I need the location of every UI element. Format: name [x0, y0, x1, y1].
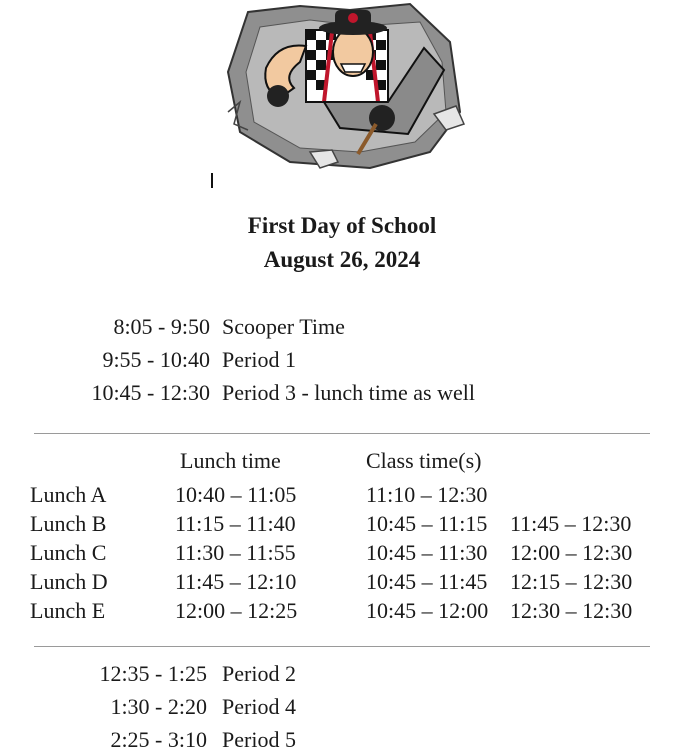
schedule-time: 10:45 - 12:30 [91, 380, 210, 405]
schedule-label: Period 5 [222, 727, 296, 752]
class-time: 11:45 – 12:30 [510, 511, 632, 536]
schedule-label: Period 4 [222, 694, 296, 719]
mascot-logo [220, 2, 466, 174]
schedule-time: 9:55 - 10:40 [102, 347, 210, 372]
schedule-label: Period 2 [222, 661, 296, 686]
lunch-name: Lunch E [30, 598, 106, 623]
schedule-label: Period 1 [222, 347, 296, 372]
lunch-time: 12:00 – 12:25 [175, 598, 298, 623]
lunch-name: Lunch B [30, 511, 107, 536]
lunch-time: 11:15 – 11:40 [175, 511, 296, 536]
lunch-time: 11:30 – 11:55 [175, 540, 296, 565]
class-time: 12:30 – 12:30 [510, 598, 633, 623]
lunch-time-header: Lunch time [180, 448, 281, 473]
class-time: 10:45 – 11:45 [366, 569, 488, 594]
class-time: 10:45 – 12:00 [366, 598, 489, 623]
schedule-time: 1:30 - 2:20 [110, 694, 207, 719]
class-time: 12:15 – 12:30 [510, 569, 633, 594]
class-time: 11:10 – 12:30 [366, 482, 488, 507]
page-title: First Day of School [247, 213, 437, 238]
class-time: 12:00 – 12:30 [510, 540, 633, 565]
schedule-time: 8:05 - 9:50 [113, 314, 210, 339]
schedule-label: Scooper Time [222, 314, 345, 339]
lunch-name: Lunch D [30, 569, 108, 594]
text-cursor [211, 173, 213, 188]
lunch-name: Lunch C [30, 540, 107, 565]
divider [34, 433, 650, 434]
lunch-time: 11:45 – 12:10 [175, 569, 297, 594]
lunch-name: Lunch A [30, 482, 107, 507]
divider [34, 646, 650, 647]
page-date: August 26, 2024 [263, 247, 421, 272]
class-time: 10:45 – 11:30 [366, 540, 488, 565]
schedule-time: 12:35 - 1:25 [99, 661, 207, 686]
lunch-time: 10:40 – 11:05 [175, 482, 297, 507]
class-times-header: Class time(s) [366, 448, 482, 473]
class-time: 10:45 – 11:15 [366, 511, 488, 536]
schedule-label: Period 3 - lunch time as well [222, 380, 475, 405]
schedule-time: 2:25 - 3:10 [110, 727, 207, 752]
